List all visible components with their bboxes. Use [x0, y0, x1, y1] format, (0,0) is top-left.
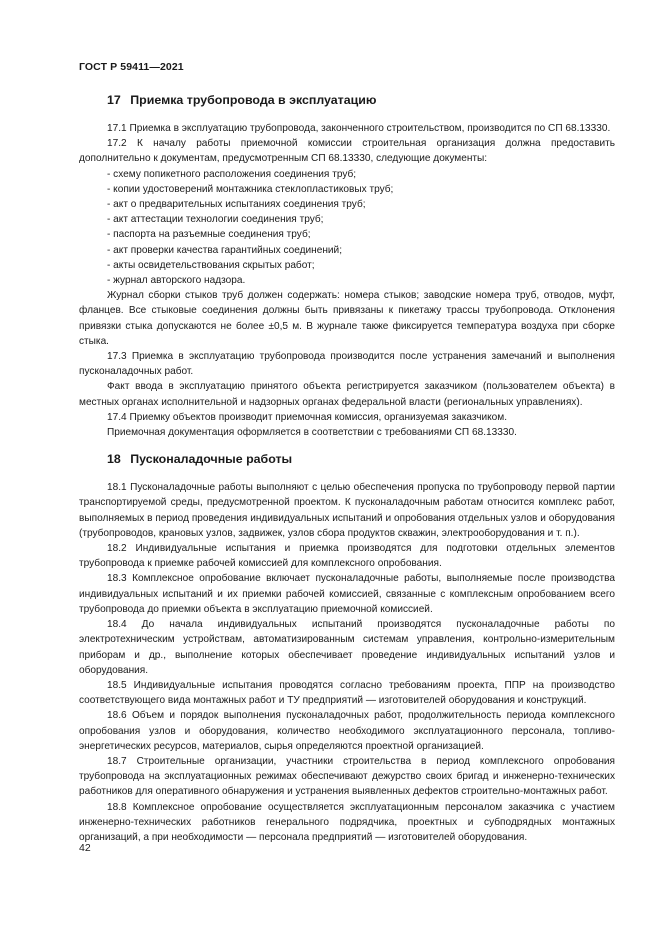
paragraph-registration: Факт ввода в эксплуатацию принятого объекта регистрируется заказчиком (пользователем объекта) в местных органах исполнительной и надзорных органах федеральной власти (региональных управлениях). — [79, 381, 615, 408]
list-item: - акт аттестации технологии соединения труб; — [107, 212, 615, 227]
list-item: - схему попикетного расположения соединения труб; — [107, 167, 615, 182]
list-item: - паспорта на разъемные соединения труб; — [107, 227, 615, 242]
paragraph-18-3: 18.3 Комплексное опробование включает пусконаладочные работы, выполняемые после производства индивидуальных испытаний и их приемки рабочей комиссией, связанные с комплексным опробованием всего трубопровода до приемки объекта в эксплуатацию приемочной комиссией. — [79, 573, 615, 615]
paragraph-joint-log: Журнал сборки стыков труб должен содержать: номера стыков; заводские номера труб, отводов, муфт, фланцев. Все стыковые соединения должны быть привязаны к пикетажу трассы трубопровода. Отклонения привязки стыка допускаются не более ±0,5 м. В журнале также фиксируется температура воздуха при сборке стыка. — [79, 290, 615, 347]
paragraph-18-4: 18.4 До начала индивидуальных испытаний производятся пусконаладочные работы по электротехническим устройствам, автоматизированным системам управления, контрольно-измерительным приборам и др., выполнение которых обеспечивает проведение индивидуальных испытаний узлов и оборудования. — [79, 619, 615, 676]
page-number: 42 — [79, 842, 91, 854]
paragraph-acceptance-docs: Приемочная документация оформляется в соответствии с требованиями СП 68.13330. — [107, 427, 517, 439]
page-body — [79, 93, 615, 845]
paragraph-17-3: 17.3 Приемка в эксплуатацию трубопровода производится после устранения замечаний и выполнения пусконаладочных работ. — [79, 351, 615, 378]
paragraph-18-2: 18.2 Индивидуальные испытания и приемка производятся для подготовки отдельных элементов трубопровода к приемке рабочей комиссией для комплексного опробования. — [79, 543, 615, 570]
paragraph-18-6: 18.6 Объем и порядок выполнения пусконаладочных работ, продолжительность периода комплексного опробования узлов и оборудования, количество необходимого эксплуатационного персонала, топливо-энергетических ресурсов, материалов, сырья определяются проектной организацией. — [79, 710, 615, 752]
section-18-number: 18 — [107, 452, 121, 467]
documents-list — [79, 167, 615, 289]
paragraph-18-8: 18.8 Комплексное опробование осуществляется эксплуатационным персоналом заказчика с участием инженерно-технических работников генерального подрядчика, проектных и субподрядных монтажных организаций, а при необходимости — персонала предприятий — изготовителей оборудования. — [79, 801, 615, 843]
section-18-title: Пусконаладочные работы — [130, 452, 293, 467]
list-item: - акты освидетельствования скрытых работ; — [107, 258, 615, 273]
paragraph-18-1: 18.1 Пусконаладочные работы выполняют с целью обеспечения пропуска по трубопроводу первой партии транспортируемой среды, предусмотренной проектом. К пусконаладочным работам относится комплекс работ, выполняемых в период проведения индивидуальных испытаний и опробования отдельных узлов и оборудования (трубопроводов, крановых узлов, задвижек, узлов сбора продуктов скважин, электрооборудования и т. п.). — [79, 482, 615, 539]
list-item: - акт о предварительных испытаниях соединения труб; — [107, 197, 615, 212]
section-17-heading — [79, 93, 615, 108]
list-item: - журнал авторского надзора. — [107, 273, 615, 288]
paragraph-17-4: 17.4 Приемку объектов производит приемочная комиссия, организуемая заказчиком. — [107, 411, 508, 423]
section-17-number: 17 — [107, 93, 121, 107]
list-item: - акт проверки качества гарантийных соединений; — [107, 243, 615, 258]
paragraph-18-5: 18.5 Индивидуальные испытания проводятся согласно требованиям проекта, ППР на производство соответствующего вида монтажных работ и ТУ предприятий — изготовителей оборудования и конструкций. — [79, 679, 615, 707]
standard-header: ГОСТ Р 59411—2021 — [79, 61, 184, 73]
section-17-title: Приемка трубопровода в эксплуатацию — [130, 93, 377, 107]
paragraph-18-7: 18.7 Строительные организации, участники строительства в период комплексного опробования трубопровода на эксплуатационных режимах обеспечивают дежурство своих бригад и инженерно-технических работников для оперативного обнаружения и устранения выявленных дефектов строительно-монтажных работ. — [79, 755, 615, 798]
list-item: - копии удостоверений монтажника стеклопластиковых труб; — [107, 182, 615, 197]
section-18-heading — [79, 452, 615, 467]
paragraph-17-2: 17.2 К началу работы приемочной комиссии строительная организация должна предоставить дополнительно к документам, предусмотренным СП 68.13330, следующие документы: — [79, 138, 615, 165]
paragraph-17-1: 17.1 Приемка в эксплуатацию трубопровода, законченного строительством, производится по СП 68.13330. — [107, 123, 611, 134]
